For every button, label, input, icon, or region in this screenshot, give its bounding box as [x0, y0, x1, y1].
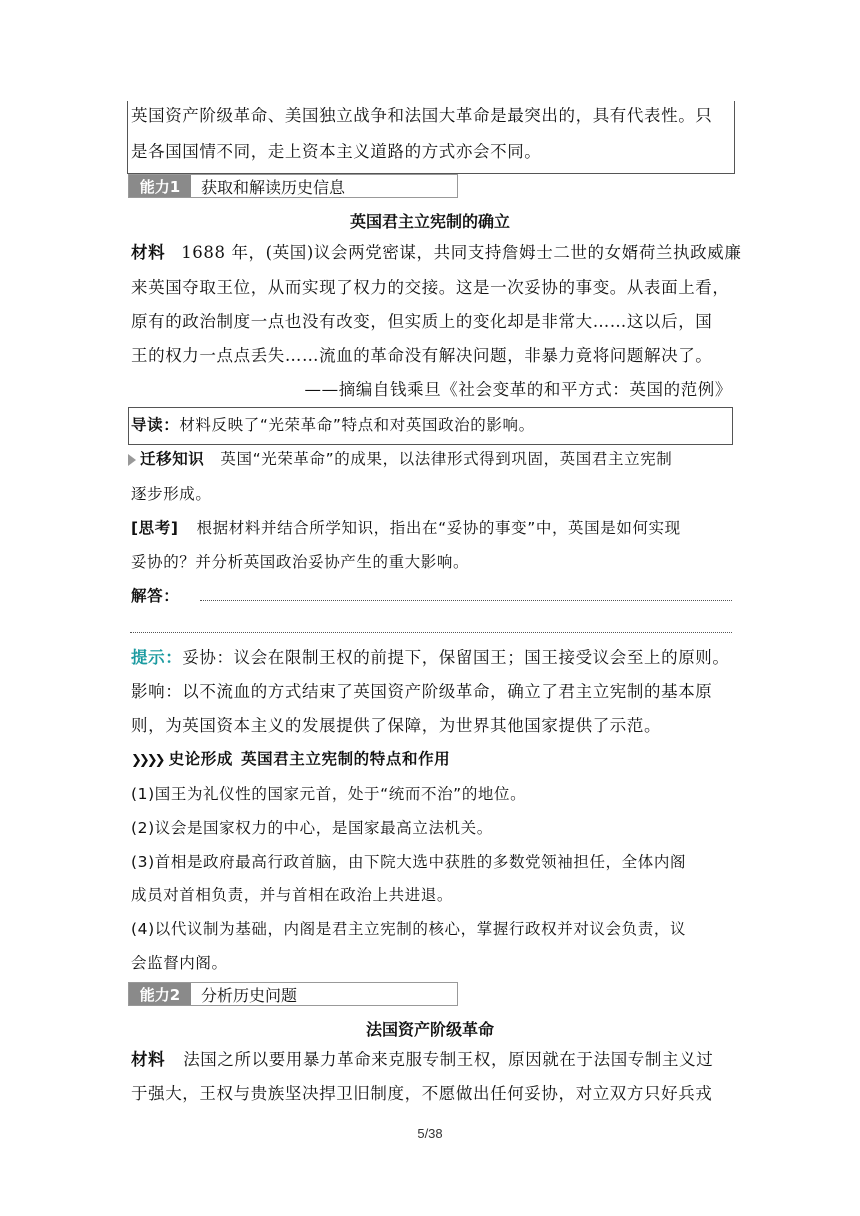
- material-2-line-2: 于强大，王权与贵族坚决捍卫旧制度，不愿做出任何妥协，对立双方只好兵戎: [131, 1084, 713, 1103]
- theory-item-3: (3)首相是政府最高行政首脑，由下院大选中获胜的多数党领袖担任，全体内阁: [131, 853, 687, 871]
- page-number: 5/38: [417, 1126, 443, 1141]
- ability-2-name: 分析历史问题: [201, 985, 298, 1005]
- ability-1-header: [128, 174, 458, 198]
- theory-item-2: (2)议会是国家权力的中心，是国家最高立法机关。: [131, 819, 493, 837]
- intro-line-2: 是各国国情不同，走上资本主义道路的方式亦会不同。: [131, 142, 542, 161]
- material-1-text-1: 1688 年，(英国)议会两党密谋，共同支持詹姆士二世的女婿荷兰执政威廉: [181, 243, 742, 262]
- answer-line-1[interactable]: [200, 600, 732, 601]
- transfer-line-1: [128, 449, 672, 469]
- answer-line-2[interactable]: [130, 632, 732, 633]
- material-1-label: 材料: [131, 243, 166, 262]
- theory-item-4-cont: 会监督内阁。: [131, 954, 228, 972]
- material-1-line-4: 王的权力一点点丢失……流血的革命没有解决问题，非暴力竟将问题解决了。: [131, 346, 713, 365]
- material-2-line-1: [131, 1050, 713, 1070]
- guide-line: [131, 415, 535, 435]
- ability-2-header: [128, 982, 458, 1006]
- material-1-line-1: [131, 243, 741, 263]
- theory-label: 史论形成: [168, 750, 233, 768]
- answer-label: 解答：: [131, 587, 180, 605]
- theory-item-3-cont: 成员对首相负责，并与首相在政治上共进退。: [131, 886, 454, 904]
- theory-item-1: (1)国王为礼仪性的国家元首，处于“统而不治”的地位。: [131, 785, 527, 803]
- think-label: [思考]: [131, 519, 179, 537]
- guide-label: 导读：: [131, 416, 180, 434]
- hint-text-1: 妥协：议会在限制王权的前提下，保留国王；国王接受议会至上的原则。: [182, 648, 730, 667]
- hint-line-1: [131, 648, 730, 668]
- chevrons-icon: ❯❯❯❯: [131, 753, 163, 768]
- material-2-label: 材料: [131, 1050, 166, 1069]
- think-line-2: 妥协的？并分析英国政治妥协产生的重大影响。: [131, 553, 470, 571]
- hint-line-2: 影响：以不流血的方式结束了英国资产阶级革命，确立了君主立宪制的基本原: [131, 682, 713, 701]
- theory-item-4: (4)以代议制为基础，内阁是君主立宪制的核心，掌握行政权并对议会负责，议: [131, 920, 687, 938]
- triangle-icon: [128, 454, 136, 466]
- transfer-line-2: 逐步形成。: [131, 485, 212, 503]
- material-1-line-3: 原有的政治制度一点也没有改变，但实质上的变化却是非常大……这以后，国: [131, 312, 713, 331]
- ability-1-tag: 能力1: [129, 175, 191, 197]
- material-1-line-2: 来英国夺取王位，从而实现了权力的交接。这是一次妥协的事变。从表面上看，: [131, 278, 730, 297]
- section-2-title: 法国资产阶级革命: [365, 1020, 494, 1039]
- think-text-1: 根据材料并结合所学知识，指出在“妥协的事变”中，英国是如何实现: [196, 519, 681, 537]
- hint-label: 提示：: [131, 648, 183, 667]
- guide-text: 材料反映了“光荣革命”特点和对英国政治的影响。: [179, 416, 535, 434]
- material-1-source: ——摘编自钱乘旦《社会变革的和平方式：英国的范例》: [304, 380, 732, 399]
- theory-title: 英国君主立宪制的特点和作用: [240, 750, 451, 768]
- material-2-text-1: 法国之所以要用暴力革命来克服专制王权，原因就在于法国专制主义过: [183, 1050, 714, 1069]
- intro-line-1: 英国资产阶级革命、美国独立战争和法国大革命是最突出的，具有代表性。只: [131, 106, 713, 125]
- hint-line-3: 则，为英国资本主义的发展提供了保障，为世界其他国家提供了示范。: [131, 716, 662, 735]
- transfer-label: 迁移知识: [140, 450, 205, 468]
- section-1-title: 英国君主立宪制的确立: [349, 212, 510, 231]
- ability-2-tag: 能力2: [129, 983, 191, 1005]
- theory-header: [131, 749, 450, 771]
- ability-1-name: 获取和解读历史信息: [201, 177, 346, 197]
- transfer-text-1: 英国“光荣革命”的成果，以法律形式得到巩固，英国君主立宪制: [220, 450, 673, 468]
- think-line-1: [131, 518, 681, 538]
